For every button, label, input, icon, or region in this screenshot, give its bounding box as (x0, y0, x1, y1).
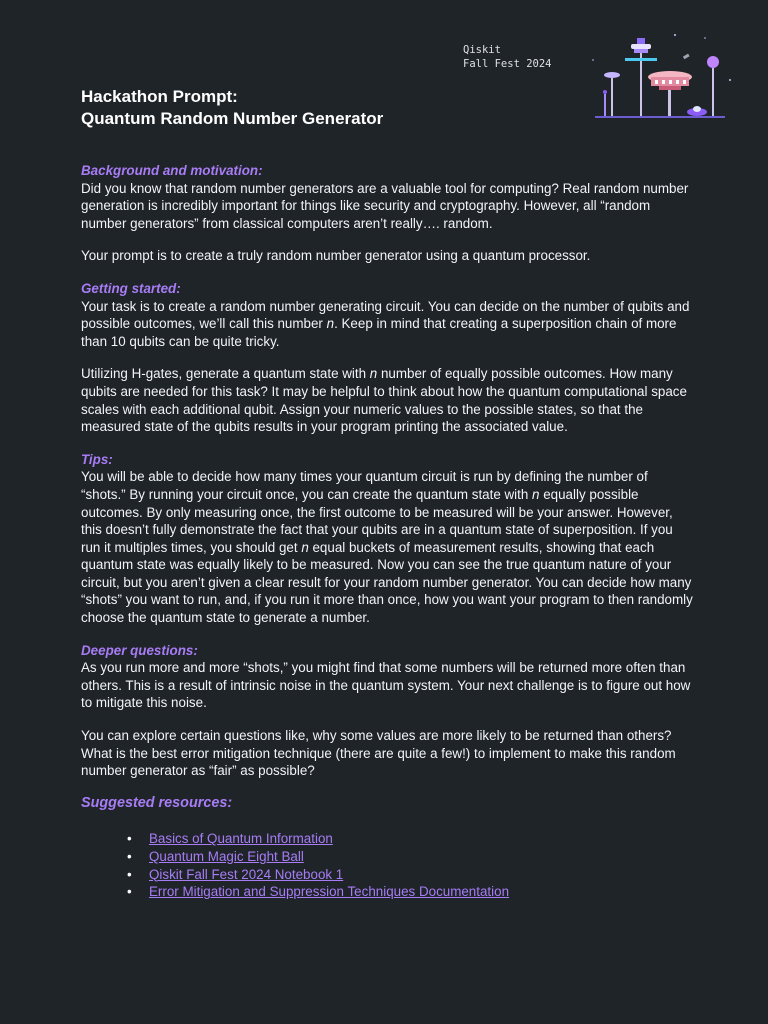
resource-link-basics[interactable]: Basics of Quantum Information (149, 831, 333, 847)
text-run: Utilizing H-gates, generate a quantum state with (81, 366, 370, 382)
bullet-icon: • (127, 831, 132, 847)
list-item (127, 866, 693, 884)
bullet-icon: • (127, 884, 132, 900)
list-item (127, 848, 693, 866)
section-heading: Deeper questions: (81, 642, 198, 658)
space-station-illustration-icon (585, 30, 735, 126)
text-run: Your task is to create a random number generating circuit. You can decide on the number of qubits and possible outcomes, we’ll call this number (81, 298, 690, 332)
paragraph: Did you know that random number generators are a valuable tool for computing? Real random number generation is incredibly important for things like security and cryptography. However, all “random number generators” from classical computers aren’t really…. random. (81, 180, 689, 231)
section-getting-started (81, 280, 693, 436)
paragraph: You can explore certain questions like, why some values are more likely to be returned than others? What is the best error mitigation technique (there are quite a few!) to implement to make this random number generator as “fair” as possible? (81, 728, 676, 779)
list-item (127, 883, 693, 901)
paragraph (81, 365, 693, 435)
variable-n: n (532, 486, 540, 502)
page-title (81, 86, 383, 130)
variable-n: n (301, 539, 309, 555)
text-run: equal buckets of measurement results, showing that each quantum state was equally likely to be measured. Now you can see the true quantum nature of your circuit, but you aren’t given a clear result for your random number generator. You can decide how many “shots” you want to run, and, if you run it more than once, how you want your program to then randomly choose the quantum state to generate a number. (81, 539, 693, 626)
paragraph (81, 298, 693, 351)
title-line-1: Hackathon Prompt: (81, 87, 238, 106)
text-run: You will be able to decide how many times your quantum circuit is run by defining the number of “shots.” By running your circuit once, you can create the quantum state with (81, 469, 648, 502)
section-tips (81, 451, 693, 627)
resource-link-error-mitigation[interactable]: Error Mitigation and Suppression Techniques Documentation (149, 884, 510, 900)
resource-link-eight-ball[interactable]: Quantum Magic Eight Ball (149, 849, 304, 864)
section-heading: Background and motivation: (81, 163, 263, 178)
event-brand (463, 43, 552, 71)
brand-line-2: Fall Fest 2024 (463, 58, 552, 70)
variable-n: n (326, 316, 335, 332)
section-heading: Getting started: (81, 280, 181, 296)
document-body (81, 162, 693, 901)
bullet-icon: • (127, 849, 132, 864)
list-item (127, 830, 693, 848)
text-run: . Keep in mind that creating a superposition chain of more than 10 qubits can be quite tricky. (81, 316, 677, 349)
section-heading: Suggested resources: (81, 794, 233, 811)
variable-n: n (369, 366, 378, 382)
paragraph: Your prompt is to create a truly random number generator using a quantum processor. (81, 248, 591, 264)
text-run: equally possible outcomes. By only measuring once, the first outcome to be measured will be your answer. However, this doesn’t fully demonstrate the fact that your qubits are in a quantum state of superposition. If you run it multiples times, you should get (81, 486, 673, 555)
section-heading: Tips: (81, 451, 113, 467)
section-suggested-resources (81, 795, 693, 901)
resource-list (81, 830, 693, 900)
section-deeper-questions (81, 642, 693, 780)
bullet-icon: • (127, 866, 132, 882)
paragraph (81, 468, 693, 626)
title-line-2: Quantum Random Number Generator (81, 109, 384, 128)
paragraph: As you run more and more “shots,” you might find that some numbers will be returned more often than others. This is a result of intrinsic noise in the quantum system. Your next challenge is to figure out how to mitigate this noise. (81, 660, 691, 711)
resource-link-notebook[interactable]: Qiskit Fall Fest 2024 Notebook 1 (149, 866, 344, 882)
section-background (81, 162, 693, 265)
text-run: number of equally possible outcomes. How many qubits are needed for this task? It may be helpful to think about how the quantum computational space scales with each additional qubit. Assign your numeric values to the possible states, so that the measured state of the qubits results in your program printing the associated value. (81, 366, 687, 435)
brand-line-1: Qiskit (463, 44, 501, 56)
